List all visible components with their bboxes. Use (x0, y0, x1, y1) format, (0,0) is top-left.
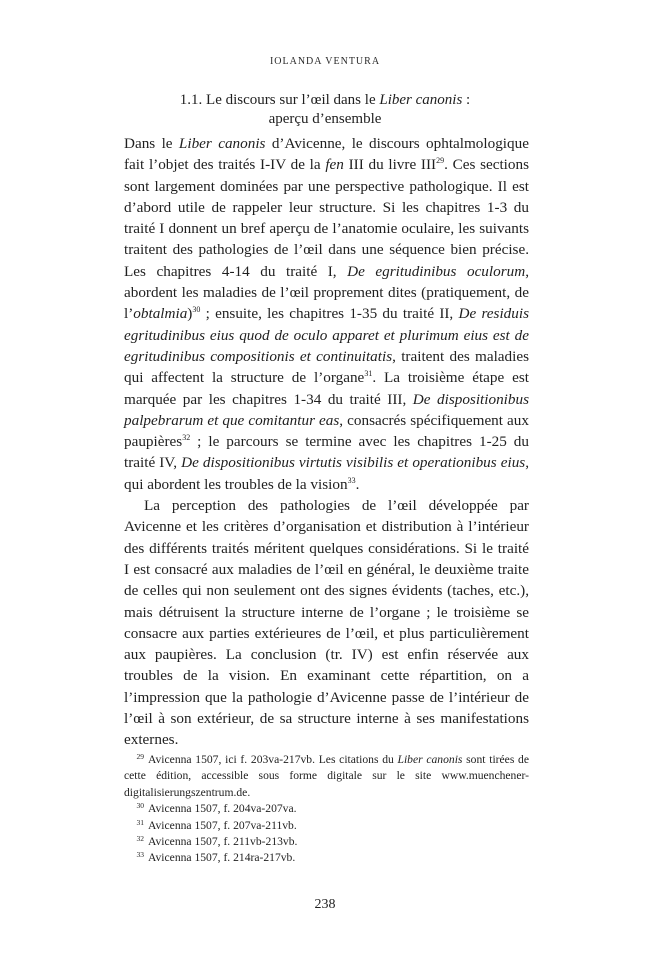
text-run: Avicenna 1507, f. 207va-211vb. (148, 818, 297, 832)
footnote-number-sup: 29 (136, 752, 144, 761)
footnote-number (124, 834, 144, 850)
paragraph-1 (124, 133, 529, 495)
footnote-ref: 29 (436, 156, 445, 166)
footnote-number-sup: 32 (136, 834, 144, 844)
italic-title: Liber canonis (397, 753, 463, 766)
text-run: Dans le (124, 135, 179, 152)
footnote (124, 752, 529, 801)
italic-title: De dispositionibus virtutis visibilis et operationibus eius (181, 454, 526, 472)
footnote-number (124, 752, 144, 768)
text-run: , abordent les maladies de l’œil proprement dites (pratiquement, de l’ (124, 262, 529, 323)
page-number: 238 (314, 897, 336, 912)
text-run: ; le parcours se termine avec les chapitres 1-25 du traité IV, (124, 433, 529, 472)
paragraph-2: La perception des pathologies de l’œil développée par Avicenne et les critères d’organisation et distribution à l’intérieur des différents traités méritent quelques considérations. Si le traité I est consacré aux maladies de l’œil en général, le deuxième traite de celles qui non seulement ont des signes évidents (taches, etc.), mais détruisent la structure interne de l’organe ; le troisième se consacre aux parties extérieures de l’œil, et plus particulièrement aux paupières. La conclusion (tr. IV) est enfin réservée aux troubles de la vision. En examinant cette répartition, on a l’impression que la pathologie d’Avicenne passe de l’intérieur de l’œil à son extérieur, de sa structure interne à ses manifestations externes. (124, 497, 529, 749)
section-title (130, 91, 520, 129)
text-run: . La troisième étape est marquée par les chapitres 1-34 du traité III, (124, 369, 529, 408)
text-run: ; ensuite, les chapitres 1-35 du traité II, (200, 305, 459, 323)
footnote-number (124, 801, 144, 817)
text-run: , qui abordent les troubles de la vision (124, 454, 529, 493)
italic-title: De residuis egritudinibus eius quod de oculo apparet et plurimum eius est de egritudinibus compositionis et continuitatis (124, 305, 529, 365)
body-text (124, 133, 529, 751)
section-title-line2: aperçu d’ensemble (268, 111, 382, 127)
text-run: ) (187, 305, 193, 323)
italic-title: De dispositionibus palpebrarum et que comitantur eas (124, 390, 529, 429)
footnote-number-sup: 33 (136, 850, 144, 860)
footnote-ref: 30 (192, 305, 201, 315)
footnote-number-sup: 30 (136, 801, 144, 811)
text-run: Avicenna 1507, f. 211vb-213vb. (148, 835, 298, 849)
running-head: IOLANDA VENTURA (269, 56, 381, 67)
footnote (124, 801, 529, 817)
text-run: Avicenna 1507, f. 204va-207va. (148, 802, 297, 816)
italic-title: De egritudinibus oculorum (347, 262, 526, 280)
section-title-italic: Liber canonis (379, 92, 463, 108)
footnote-ref: 33 (347, 475, 356, 485)
italic-title: fen (325, 156, 344, 174)
text-run: . Ces sections sont largement dominées par une perspective pathologique. Il est d’abord utile de rappeler leur structure. Si les chapitres 1-3 du traité I donnent un bref aperçu de l’anatomie oculaire, les suivants traitent des pathologies de l’œil dans une séquence bien précise. Les chapitres 4-14 du traité I, (124, 156, 529, 280)
footnote-ref: 32 (182, 433, 191, 443)
footnote (124, 850, 529, 866)
footnote-number-sup: 31 (136, 817, 144, 827)
text-run: Avicenna 1507, ici f. 203va-217vb. Les citations du (148, 753, 398, 766)
text-run: , consacrés spécifiquement aux paupières (124, 411, 529, 451)
text-run: . (355, 475, 360, 493)
text-run: , traitent des maladies qui affectent la structure de l’organe (124, 347, 529, 387)
text-run: Avicenna 1507, f. 214ra-217vb. (148, 851, 296, 865)
italic-title: Liber canonis (178, 135, 266, 152)
italic-title: obtalmia (133, 305, 188, 323)
footnote-number (124, 850, 144, 866)
footnote-number (124, 818, 144, 834)
text-run: d’Avicenne, le discours ophtalmologique fait l’objet des traités I-IV de la (124, 135, 529, 174)
section-title-suffix: : (462, 92, 471, 108)
footnote (124, 818, 529, 834)
section-title-prefix: 1.1. Le discours sur l’œil dans le (179, 92, 380, 108)
footnote-ref: 31 (364, 369, 373, 379)
text-run: sont tirées de cette édition, accessible sous forme digitale sur le site www.muenchener-digitalisierungszentrum.de. (124, 753, 529, 799)
footnotes (124, 752, 529, 867)
text-run: III du livre III (343, 156, 437, 174)
footnote (124, 834, 529, 850)
